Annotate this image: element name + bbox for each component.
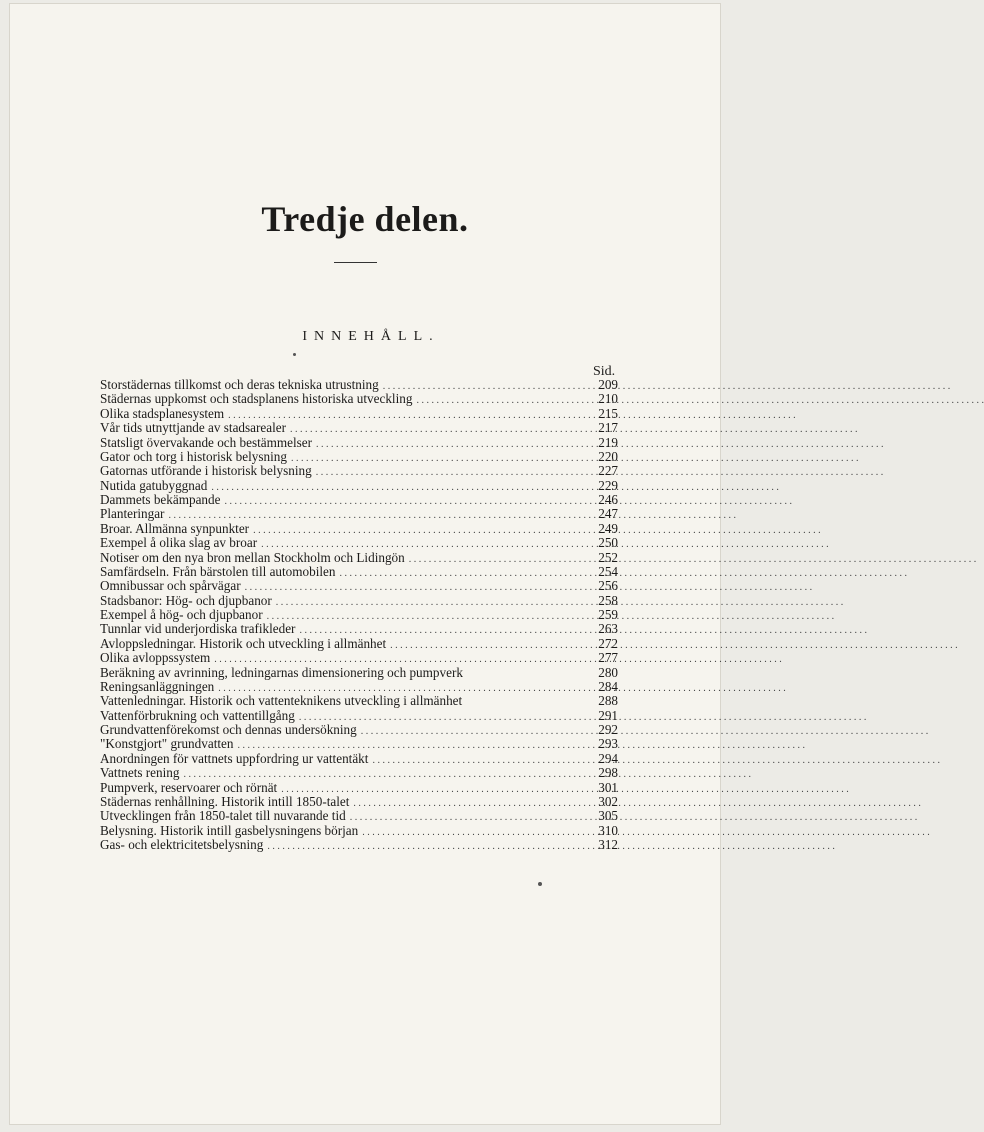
toc-leader-dots xyxy=(291,452,590,466)
toc-entry xyxy=(100,493,618,507)
toc-entry-page: 312 xyxy=(598,837,618,852)
toc-entry xyxy=(100,565,618,579)
print-speck xyxy=(538,882,542,886)
toc-entry xyxy=(100,637,618,651)
toc-entry-page: 277 xyxy=(598,650,618,666)
toc-entry-title: Beräkning av avrinning, ledningarnas dimensionering och pumpverk xyxy=(100,664,463,680)
toc-entry-page: 215 xyxy=(598,405,618,421)
toc-entry xyxy=(100,622,618,636)
page-column-label: Sid. xyxy=(593,364,616,379)
toc-entry-title: "Konstgjort" grundvatten xyxy=(100,736,234,752)
toc-entry-page: 292 xyxy=(598,722,618,737)
toc-entry-title: Olika stadsplanesystem xyxy=(100,405,225,421)
title-rule xyxy=(334,262,377,263)
toc-leader-dots xyxy=(224,495,590,509)
toc-entry-title: Storstädernas tillkomst och deras tekniska utrustning xyxy=(100,377,379,392)
print-speck xyxy=(293,353,296,356)
toc-entry-page: 302 xyxy=(598,793,618,809)
toc-entry-title: Omnibussar och spårvägar xyxy=(100,578,241,594)
toc-entry-page: 252 xyxy=(598,549,618,565)
toc-entry-page: 280 xyxy=(598,664,618,680)
toc-entry-page: 247 xyxy=(598,506,618,522)
toc-entry xyxy=(100,809,618,823)
toc-entry-page: 256 xyxy=(598,578,618,594)
toc-entry xyxy=(100,522,618,536)
toc-entry-page: 258 xyxy=(598,592,618,608)
toc-entry xyxy=(100,723,618,737)
toc-entry-title: Grundvattenförekomst och dennas undersökning xyxy=(100,722,357,737)
toc-leader-dots xyxy=(372,754,590,768)
toc-entry xyxy=(100,507,618,521)
toc-entry-page: 288 xyxy=(598,693,618,709)
toc-leader-dots xyxy=(416,394,590,408)
toc-leader-dots xyxy=(383,380,590,394)
toc-entry-page: 294 xyxy=(598,750,618,766)
toc-entry xyxy=(100,436,618,450)
toc-entry xyxy=(100,378,618,392)
toc-entry-title: Dammets bekämpande xyxy=(100,492,221,507)
toc-leader-dots xyxy=(316,466,590,480)
toc-entry-page: 210 xyxy=(598,391,618,407)
toc-entry xyxy=(100,392,618,406)
toc-entry xyxy=(100,680,618,694)
toc-entry xyxy=(100,450,618,464)
toc-entry xyxy=(100,464,618,478)
toc-entry-title: Vår tids utnyttjande av stadsarealer xyxy=(100,420,287,436)
toc-entry-title: Belysning. Historik intill gasbelysningens början xyxy=(100,822,359,838)
toc-entry-page: 219 xyxy=(598,434,618,450)
toc-leader-dots xyxy=(316,438,590,452)
toc-entry xyxy=(100,737,618,751)
toc-entry-title: Gator och torg i historisk belysning xyxy=(100,448,287,464)
toc-entry-title: Notiser om den nya bron mellan Stockholm och Lidingön xyxy=(100,549,405,565)
toc-entry xyxy=(100,666,618,680)
toc-leader-dots xyxy=(290,423,590,437)
toc-entry-title: Avloppsledningar. Historik och utveckling i allmänhet xyxy=(100,635,387,651)
toc-entry xyxy=(100,694,618,708)
toc-entry-title: Tunnlar vid underjordiska trafikleder xyxy=(100,621,296,637)
toc-leader-dots xyxy=(276,596,590,610)
toc-entry-title: Gas- och elektricitetsbelysning xyxy=(100,837,264,852)
toc-entry-page: 259 xyxy=(598,607,618,622)
toc-entry-page: 217 xyxy=(598,420,618,436)
toc-entry-page: 246 xyxy=(598,492,618,507)
toc-entry-title: Vattenförbrukning och vattentillgång xyxy=(100,707,295,723)
toc-entry-title: Anordningen för vattnets uppfordring ur vattentäkt xyxy=(100,750,369,766)
toc-entry-title: Pumpverk, reservoarer och rörnät xyxy=(100,779,278,795)
toc-entry-title: Gatornas utförande i historisk belysning xyxy=(100,463,312,479)
toc-entry xyxy=(100,795,618,809)
toc-entry-title: Vattnets rening xyxy=(100,765,180,781)
toc-entry xyxy=(100,551,618,565)
toc-leader-dots xyxy=(362,826,590,840)
toc-entry xyxy=(100,766,618,780)
toc-entry-page: 284 xyxy=(598,678,618,694)
toc-entry-page: 254 xyxy=(598,563,618,579)
toc-entry-title: Nutida gatubyggnad xyxy=(100,477,208,493)
toc-leader-dots xyxy=(409,553,590,567)
toc-leader-dots xyxy=(267,840,590,854)
page-title: Tredje delen. xyxy=(261,199,469,239)
toc-entry-page: 229 xyxy=(598,477,618,493)
toc-entry xyxy=(100,407,618,421)
toc-entry-page: 301 xyxy=(598,779,618,795)
toc-entry-title: Planteringar xyxy=(100,506,165,522)
toc-leader-dots xyxy=(211,481,590,495)
toc-entry xyxy=(100,824,618,838)
toc-entry-page: 298 xyxy=(598,765,618,781)
toc-entry xyxy=(100,594,618,608)
toc-entry-title: Vattenledningar. Historik och vattenteknikens utveckling i allmänhet xyxy=(100,693,463,709)
toc-entry xyxy=(100,752,618,766)
toc-entry-title: Städernas renhållning. Historik intill 1850-talet xyxy=(100,793,350,809)
toc-entry xyxy=(100,421,618,435)
toc-entry-page: 249 xyxy=(598,520,618,536)
toc-leader-dots xyxy=(390,639,590,653)
toc-entry-title: Stadsbanor: Hög- och djupbanor xyxy=(100,592,272,608)
book-page xyxy=(9,3,721,1125)
toc-entry-title: Olika avloppssystem xyxy=(100,650,211,666)
toc-leader-dots xyxy=(340,567,591,581)
toc-entry-page: 310 xyxy=(598,822,618,838)
toc-leader-dots xyxy=(353,797,590,811)
toc-leader-dots xyxy=(361,725,590,739)
toc-entry-page: 227 xyxy=(598,463,618,479)
toc-entry xyxy=(100,709,618,723)
toc-entry xyxy=(100,651,618,665)
toc-leader-dots xyxy=(245,581,590,595)
toc-entry-page: 250 xyxy=(598,535,618,551)
toc-entry xyxy=(100,838,618,852)
toc-entry-page: 220 xyxy=(598,448,618,464)
toc-entry-title: Broar. Allmänna synpunkter xyxy=(100,520,250,536)
toc-leader-dots xyxy=(350,811,590,825)
toc-entry xyxy=(100,608,618,622)
toc-entry-page: 291 xyxy=(598,707,618,723)
toc-entry-title: Samfärdseln. Från bärstolen till automobilen xyxy=(100,563,336,579)
toc-entry-title: Exempel å olika slag av broar xyxy=(100,535,258,551)
toc-entry-title: Utvecklingen från 1850-talet till nuvarande tid xyxy=(100,808,346,824)
table-of-contents xyxy=(100,378,618,852)
toc-entry-title: Reningsanläggningen xyxy=(100,678,215,694)
toc-leader-dots xyxy=(267,610,590,624)
toc-entry xyxy=(100,479,618,493)
toc-entry-title: Statsligt övervakande och bestämmelser xyxy=(100,434,313,450)
toc-entry-page: 209 xyxy=(598,377,618,392)
toc-entry-page: 263 xyxy=(598,621,618,637)
contents-heading: INNEHÅLL. xyxy=(302,329,440,344)
toc-entry-title: Städernas uppkomst och stadsplanens historiska utveckling xyxy=(100,391,413,407)
toc-entry xyxy=(100,579,618,593)
toc-leader-dots xyxy=(253,524,590,538)
toc-entry xyxy=(100,781,618,795)
toc-entry-page: 293 xyxy=(598,736,618,752)
toc-entry-page: 305 xyxy=(598,808,618,824)
toc-entry-title: Exempel å hög- och djupbanor xyxy=(100,607,263,622)
toc-entry xyxy=(100,536,618,550)
toc-entry-page: 272 xyxy=(598,635,618,651)
